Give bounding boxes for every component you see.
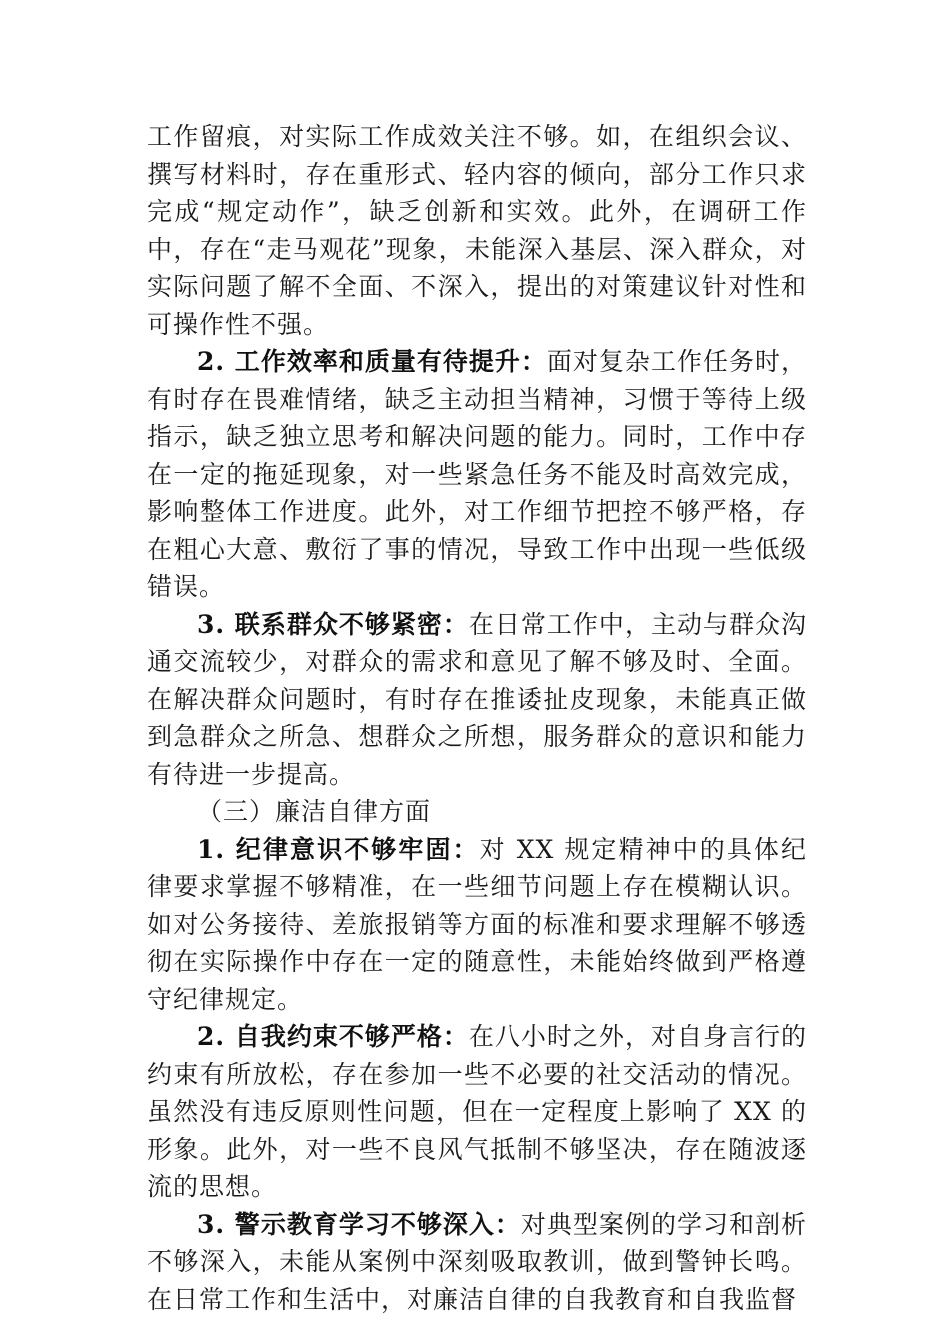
section-heading-text: （三）廉洁自律方面 <box>197 797 432 826</box>
paragraph-continuation <box>147 118 807 343</box>
paragraph-text: 对 XX 规定精神中的具体纪律要求掌握不够精准，在一些细节问题上存在模糊认识。如对公务接待、差旅报销等方面的标准和要求理解不够透彻在实际操作中存在一定的随意性，未能始终做到严格遵守纪律规定。 <box>147 834 807 1014</box>
paragraph-heading: 2. 工作效率和质量有待提升： <box>197 347 547 376</box>
paragraph-heading: 1. 纪律意识不够牢固： <box>197 834 480 864</box>
paragraph-heading: 3. 警示教育学习不够深入： <box>197 1209 521 1239</box>
section-heading-integrity <box>147 793 807 831</box>
paragraph-text: 面对复杂工作任务时，有时存在畏难情绪，缺乏主动担当精神，习惯于等待上级指示，缺乏独立思考和解决问题的能力。同时，工作中存在一定的拖延现象，对一些紧急任务不能及时高效完成，影响整体工作进度。此外，对工作细节把控不够严格，存在粗心大意、敷衍了事的情况，导致工作中出现一些低级错误。 <box>147 347 807 601</box>
paragraph-text: 在日常工作中，主动与群众沟通交流较少，对群众的需求和意见了解不够及时、全面。在解决群众问题时，有时存在推诿扯皮现象，未能真正做到急群众之所急、想群众之所想，服务群众的意识和能力有待进一步提高。 <box>147 609 807 789</box>
paragraph-warning-education <box>147 1206 807 1319</box>
paragraph-heading: 2. 自我约束不够严格： <box>197 1022 469 1051</box>
paragraph-discipline-awareness <box>147 831 807 1019</box>
paragraph-contact-masses <box>147 606 807 794</box>
document-body <box>147 118 807 1318</box>
paragraph-heading: 3. 联系群众不够紧密： <box>197 609 469 639</box>
paragraph-text: 对典型案例的学习和剖析不够深入，未能从案例中深刻吸取教训，做到警钟长鸣。在日常工作和生活中，对廉洁自律的自我教育和自我监督 <box>147 1209 807 1314</box>
paragraph-self-restraint <box>147 1018 807 1206</box>
paragraph-text: 在八小时之外，对自身言行的约束有所放松，存在参加一些不必要的社交活动的情况。虽然没有违反原则性问题，但在一定程度上影响了 XX 的形象。此外，对一些不良风气抵制不够坚决，存在随波逐流的思想。 <box>147 1022 807 1201</box>
paragraph-text: 工作留痕，对实际工作成效关注不够。如，在组织会议、撰写材料时，存在重形式、轻内容的倾向，部分工作只求完成“规定动作”，缺乏创新和实效。此外，在调研工作中，存在“走马观花”现象，未能深入基层、深入群众，对实际问题了解不全面、不深入，提出的对策建议针对性和可操作性不强。 <box>147 122 807 339</box>
paragraph-work-efficiency <box>147 343 807 606</box>
